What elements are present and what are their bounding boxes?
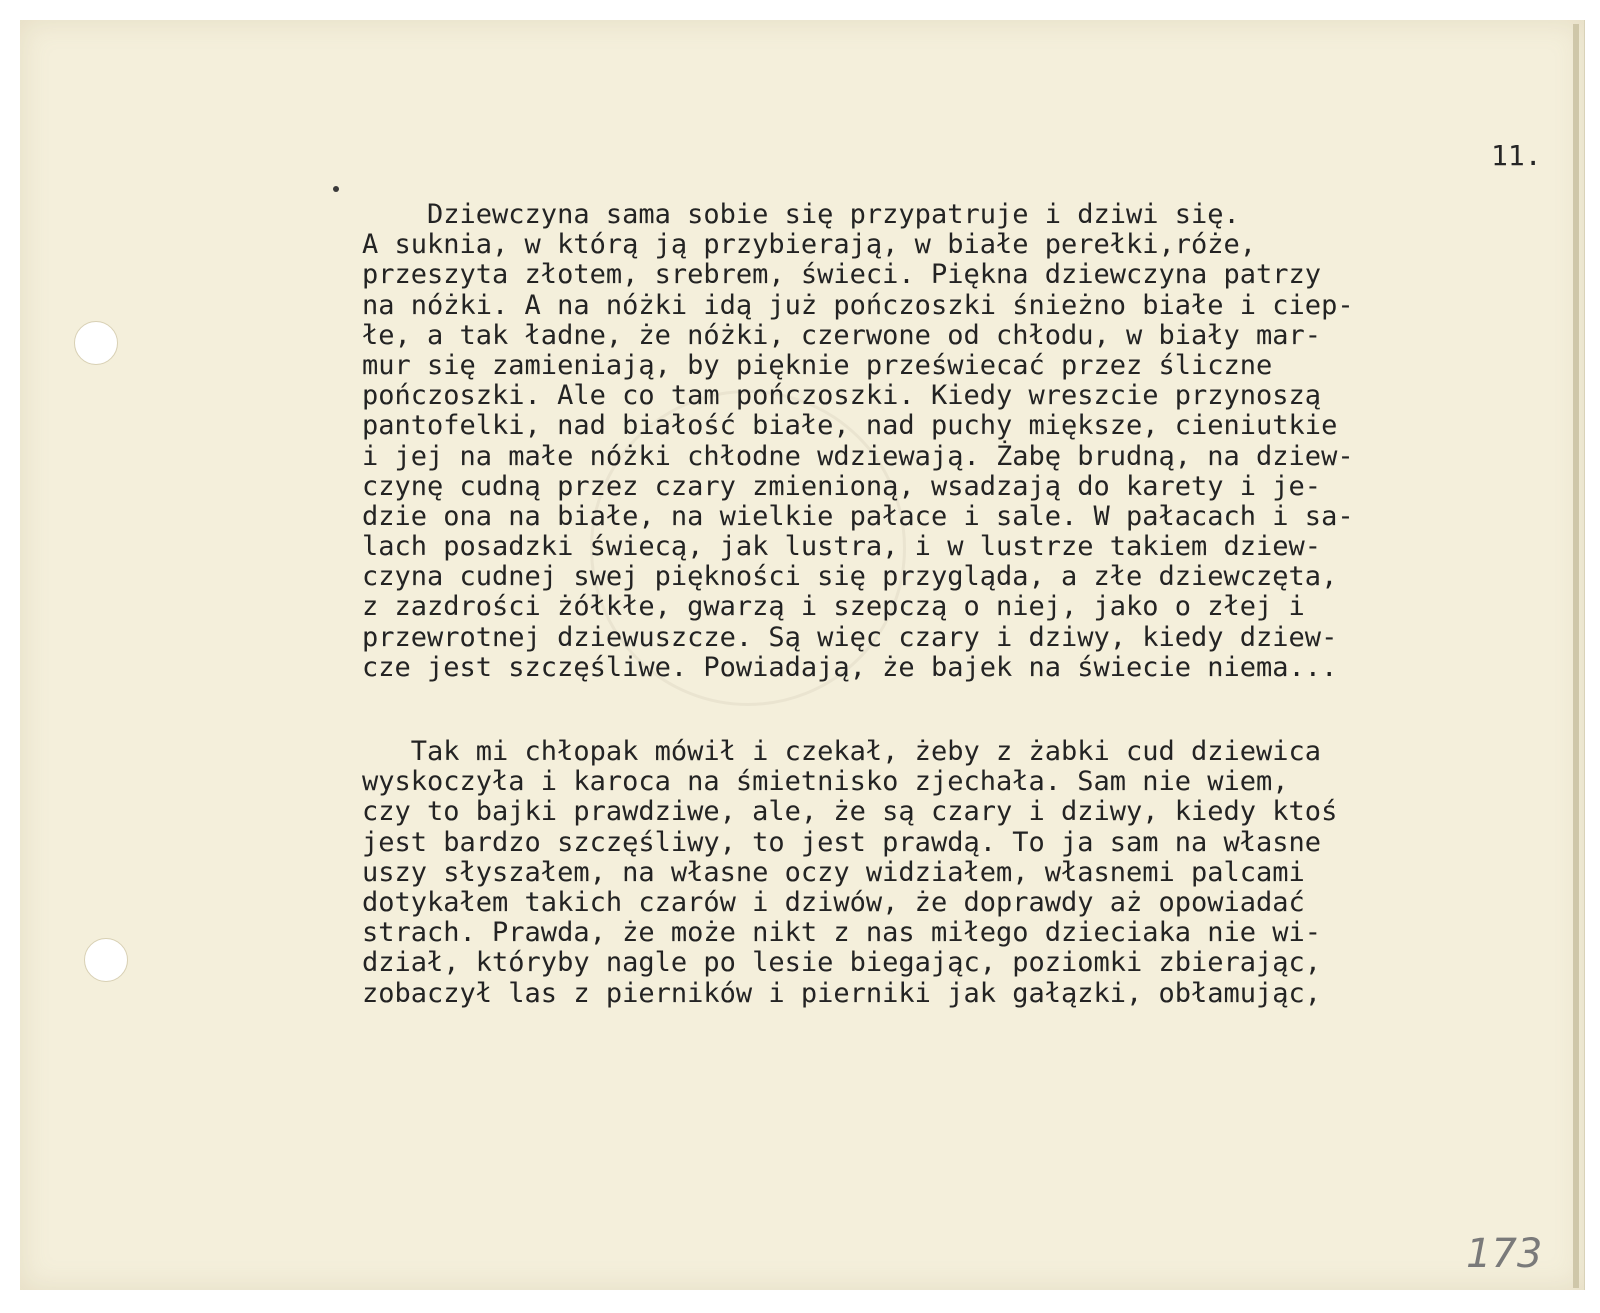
paragraph-1 — [362, 200, 1577, 683]
text-line: uszy słyszałem, na własne oczy widziałem, własnemi palcami — [362, 856, 1305, 888]
text-line: wyskoczyła i karoca na śmietnisko zjechała. Sam nie wiem, — [362, 766, 1289, 798]
text-line: jest bardzo szczęśliwy, to jest prawdą. To ja sam na własne — [362, 826, 1322, 858]
paragraph-2 — [362, 737, 1577, 1009]
page-number: 11. — [1491, 139, 1542, 172]
ink-dot — [333, 186, 339, 192]
text-line: czyna cudnej swej piękności się przygląda, a złe dziewczęta, — [362, 561, 1338, 593]
text-line: czynę cudną przez czary zmienioną, wsadzają do karety i je- — [362, 470, 1322, 502]
text-line: przewrotnej dziewuszcze. Są więc czary i dziwy, kiedy dziew- — [362, 621, 1338, 653]
text-line: łe, a tak ładne, że nóżki, czerwone od chłodu, w biały mar- — [362, 319, 1322, 351]
text-line: cze jest szczęśliwe. Powiadają, że bajek na świecie niema... — [362, 651, 1338, 683]
text-line: lach posadzki świecą, jak lustra, i w lustrze takiem dziew- — [362, 531, 1322, 563]
text-line: pantofelki, nad białość białe, nad puchy miększe, cieniutkie — [362, 410, 1338, 442]
text-line: pończoszki. Ale co tam pończoszki. Kiedy wreszcie przynoszą — [362, 380, 1322, 412]
text-line: dzie ona na białe, na wielkie pałace i sale. W pałacach i sa- — [362, 500, 1354, 532]
text-line: Tak mi chłopak mówił i czekał, żeby z żabki cud dziewica — [362, 736, 1322, 767]
text-line: przeszyta złotem, srebrem, świeci. Piękna dziewczyna patrzy — [362, 259, 1322, 291]
text-line: mur się zamieniają, by pięknie przeświecać przez śliczne — [362, 349, 1273, 381]
text-line: z zazdrości żółkłe, gwarzą i szepczą o niej, jako o złej i — [362, 591, 1305, 623]
text-line: dotykałem takich czarów i dziwów, że doprawdy aż opowiadać — [362, 886, 1305, 918]
text-line: i jej na małe nóżki chłodne wdziewają. Żabę brudną, na dziew- — [362, 440, 1354, 472]
text-line: zobaczył las z pierników i pierniki jak gałązki, obłamując, — [362, 977, 1322, 1009]
punch-hole-icon — [84, 938, 128, 982]
archive-number: 173 — [1466, 1231, 1543, 1277]
text-line: czy to bajki prawdziwe, ale, że są czary i dziwy, kiedy ktoś — [362, 796, 1338, 828]
text-line: na nóżki. A na nóżki idą już pończoszki śnieżno białe i ciep- — [362, 289, 1354, 321]
text-line: Dziewczyna sama sobie się przypatruje i dziwi się. — [362, 199, 1240, 230]
text-line: dział, któryby nagle po lesie biegając, poziomki zbierając, — [362, 947, 1322, 979]
text-line: strach. Prawda, że może nikt z nas miłego dzieciaka nie wi- — [362, 917, 1322, 949]
punch-hole-icon — [74, 321, 118, 365]
text-line: A suknia, w którą ją przybierają, w białe perełki,róże, — [362, 229, 1257, 261]
